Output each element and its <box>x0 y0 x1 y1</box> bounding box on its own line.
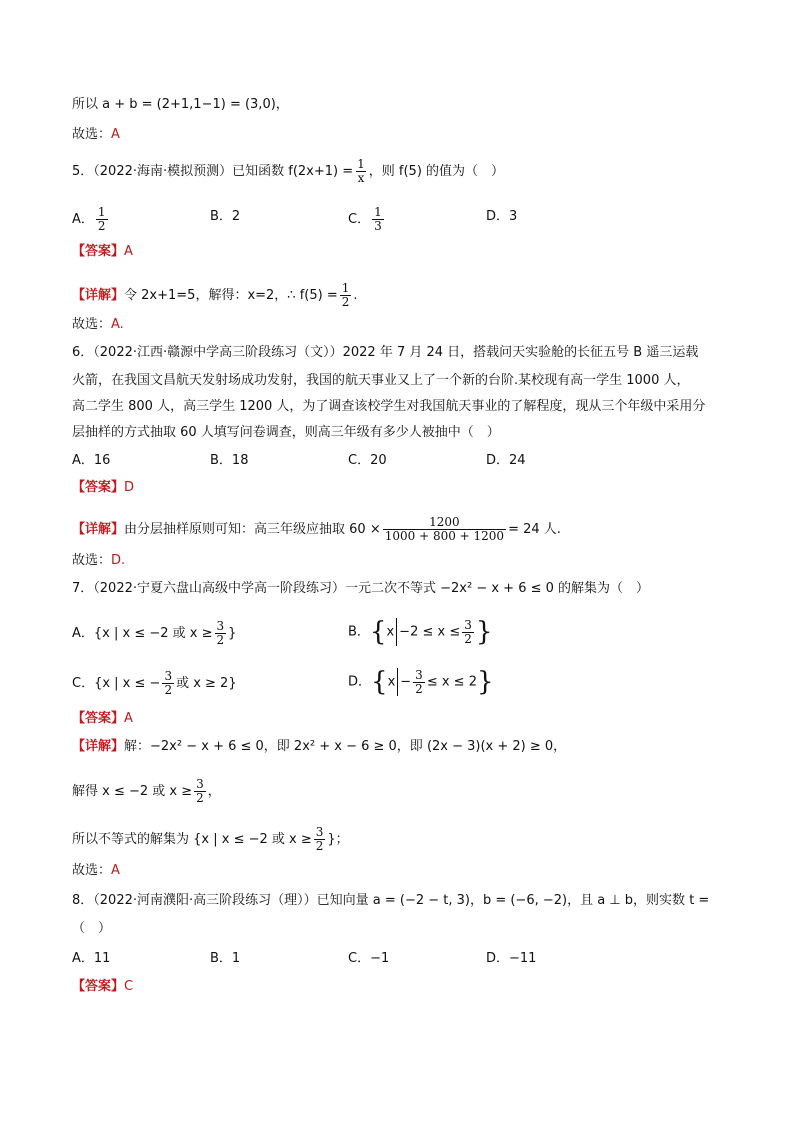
q6-stem-4: 层抽样的方式抽取 60 人填写问卷调查，则高三年级有多少人被抽中（ ） <box>72 425 500 440</box>
q5-stem <box>72 158 504 185</box>
q7-detail-3: 所以不等式的解集为 {x | x ≤ −2 或 x ≥ $\frac{3}{2}$ }； <box>72 825 349 853</box>
q6-option-c: C．20 <box>348 453 387 468</box>
q6-choose: D. <box>111 553 126 568</box>
q6-answer-line: 【答案】D <box>72 480 135 495</box>
prev-choose-line <box>72 126 120 144</box>
q7-answer: A <box>124 711 133 726</box>
choose-answer: A <box>111 127 120 142</box>
q8-answer-line: 【答案】C <box>72 979 134 994</box>
q5-stem-a: 5．（2022·海南·模拟预测）已知函数 f(2x+1) = <box>72 164 354 179</box>
q5-fraction: $\frac{1}{x}$ <box>357 157 365 185</box>
q7-choose: A <box>111 863 120 878</box>
q5-option-a-frac: $\frac{1}{2}$ <box>97 205 106 233</box>
q6-option-a: A．16 <box>72 453 111 468</box>
q7-option-c: C．{x | x ≤ − $\frac{3}{2}$ 或 x ≥ 2} <box>72 669 237 697</box>
q7-option-a: A．{x | x ≤ −2 或 x ≥ $\frac{3}{2}$ } <box>72 619 237 647</box>
q5-answer: A <box>124 244 133 259</box>
q7-option-b: B．{x −2 ≤ x ≤ $\frac{3}{2}$ } <box>348 617 493 647</box>
q7-option-d: D．{x − $\frac{3}{2}$ ≤ x ≤ 2} <box>348 667 494 697</box>
q6-detail-frac: $\frac{1200}{1000 + 800 + 1200}$ <box>384 515 505 543</box>
q6-option-b: B．18 <box>210 453 249 468</box>
q5-choose-line: 故选：A. <box>72 317 124 332</box>
answer-tag: 【答案】 <box>72 244 125 259</box>
q5-detail-frac: $\frac{1}{2}$ <box>341 281 350 309</box>
q7-stem: 7．（2022·宁夏六盘山高级中学高一阶段练习）一元二次不等式 −2x² − x + 6 ≤ 0 的解集为（ ） <box>72 581 650 596</box>
q8-stem-2: （ ） <box>72 921 112 936</box>
q6-stem-3: 高二学生 800 人，高三学生 1200 人，为了调查该校学生对我国航天事业的了解程度，现从三个年级中采用分 <box>72 399 706 414</box>
q7-choose-line: 故选：A <box>72 863 120 878</box>
q6-choose-line: 故选：D. <box>72 553 126 568</box>
q5-option-d: D．3 <box>486 209 518 224</box>
prev-solution-line <box>72 96 289 114</box>
q7-detail-line: 【详解】解：−2x² − x + 6 ≤ 0，即 2x² + x − 6 ≥ 0，即 (2x − 3)(x + 2) ≥ 0， <box>72 739 567 754</box>
q6-option-d: D．24 <box>486 453 526 468</box>
q6-answer: D <box>124 480 135 495</box>
q7-answer-line: 【答案】A <box>72 711 133 726</box>
choose-prefix: 故选： <box>72 127 112 142</box>
q8-option-d: D．−11 <box>486 951 537 966</box>
q8-option-a: A．11 <box>72 951 111 966</box>
q5-stem-b: ，则 f(5) 的值为（ ） <box>368 164 505 179</box>
q8-option-c: C．−1 <box>348 951 390 966</box>
q5-option-c-frac: $\frac{1}{3}$ <box>374 205 382 233</box>
q8-option-b: B．1 <box>210 951 241 966</box>
q5-answer-line <box>72 243 133 261</box>
prev-solution-text: 所以 a + b = (2+1,1−1) = (3,0)， <box>72 97 289 112</box>
q5-option-a: A． $\frac{1}{2}$ <box>72 205 106 233</box>
q7-detail-2: 解得 x ≤ −2 或 x ≥ $\frac{3}{2}$ ， <box>72 777 221 805</box>
q6-detail-line: 【详解】由分层抽样原则可知：高三年级应抽取 60 × $\frac{1200}{1000 + 800 + 1200}$ = 24 人. <box>72 515 561 543</box>
q5-option-b: B．2 <box>210 209 241 224</box>
q5-option-c: C． $\frac{1}{3}$ <box>348 205 382 233</box>
q5-choose: A. <box>111 317 124 332</box>
q8-answer: C <box>124 979 134 994</box>
q6-stem-2: 火箭，在我国文昌航天发射场成功发射，我国的航天事业又上了一个新的台阶.某校现有高一学生 1000 人， <box>72 373 690 388</box>
q6-stem-1: 6．（2022·江西·赣源中学高三阶段练习（文））2022 年 7 月 24 日，搭载问天实验舱的长征五号 B 遥三运载 <box>72 345 699 360</box>
detail-tag: 【详解】 <box>72 288 125 303</box>
q5-detail-line: 【详解】令 2x+1=5，解得：x=2，∴ f(5) = $\frac{1}{2}$ . <box>72 281 358 309</box>
q8-stem-1: 8．（2022·河南濮阳·高三阶段练习（理））已知向量 a = (−2 − t, 3)，b = (−6, −2)，且 a ⊥ b，则实数 t = <box>72 893 710 908</box>
